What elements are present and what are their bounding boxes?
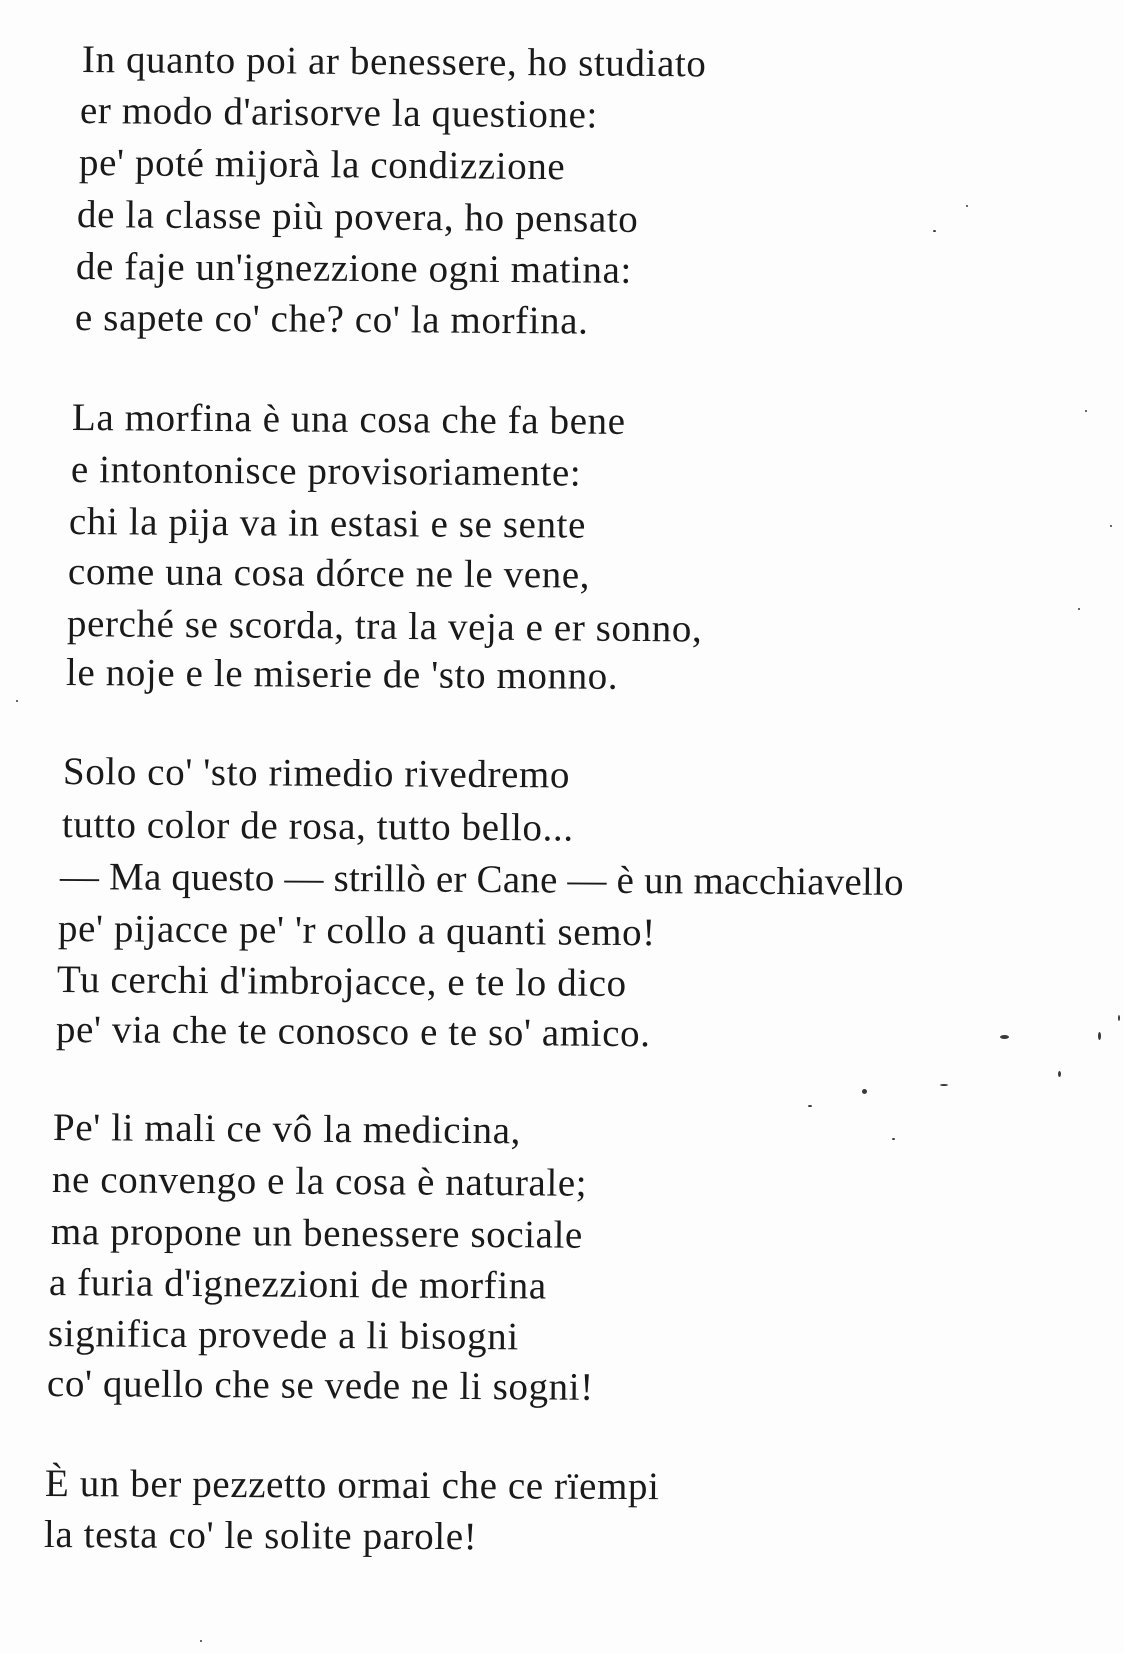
verse-line: er modo d'arisorve la questione: xyxy=(79,89,599,137)
verse-line: È un ber pezzetto ormai che ce rïempi xyxy=(44,1462,660,1509)
verse-line: la testa co' le solite parole! xyxy=(43,1513,478,1559)
verse-line: e intontonisce provisoriamente: xyxy=(70,448,582,495)
verse-line: ne convengo e la cosa è naturale; xyxy=(51,1158,588,1205)
verse-line: La morfina è una cosa che fa bene xyxy=(71,396,626,443)
verse-line: In quanto poi ar benessere, ho studiato xyxy=(81,38,707,86)
scan-speck xyxy=(1110,525,1112,527)
verse-line: pe' pijacce pe' 'r collo a quanti semo! xyxy=(57,907,656,955)
scan-speck xyxy=(1000,1035,1009,1039)
scan-speck xyxy=(1085,410,1087,412)
verse-line: Tu cerchi d'imbrojacce, e te lo dico xyxy=(56,958,627,1005)
scan-speck xyxy=(16,700,18,702)
scan-speck xyxy=(1118,1015,1120,1021)
verse-line: chi la pija va in estasi e se sente xyxy=(68,500,587,547)
verse-line: a furia d'ignezzioni de morfina xyxy=(48,1261,547,1308)
verse-line: Solo co' 'sto rimedio rivedremo xyxy=(62,750,571,797)
scan-speck xyxy=(940,1084,948,1086)
verse-line: perché se scorda, tra la veja e er sonno, xyxy=(66,602,703,651)
scan-speck xyxy=(200,1640,202,1642)
scan-speck xyxy=(1058,1071,1061,1077)
verse-line: e sapete co' che? co' la morfina. xyxy=(74,296,589,343)
verse-line: pe' poté mijorà la condizzione xyxy=(78,141,566,189)
verse-line: Pe' li mali ce vô la medicina, xyxy=(52,1106,522,1153)
verse-line: de faje un'ignezzione ogni matina: xyxy=(75,245,633,292)
verse-line: come una cosa dórce ne le vene, xyxy=(67,550,591,597)
verse-line: de la classe più povera, ho pensato xyxy=(76,193,639,241)
scan-speck xyxy=(1078,608,1080,610)
verse-line: pe' via che te conosco e te so' amico. xyxy=(55,1008,651,1056)
verse-line: tutto color de rosa, tutto bello... xyxy=(61,803,574,850)
verse-line: significa provede a li bisogni xyxy=(47,1312,519,1359)
scan-speck xyxy=(892,1138,895,1140)
verse-line: ma propone un benessere sociale xyxy=(50,1210,584,1257)
verse-line: le noje e le miserie de 'sto monno. xyxy=(65,651,619,698)
scan-speck xyxy=(1098,1032,1101,1040)
verse-line: — Ma questo — strillò er Cane — è un macchiavello xyxy=(59,855,904,904)
scan-speck xyxy=(862,1089,867,1094)
scan-speck xyxy=(808,1105,812,1107)
scan-speck xyxy=(933,230,936,232)
scan-speck xyxy=(966,205,968,207)
verse-line: co' quello che se vede ne li sogni! xyxy=(46,1362,594,1409)
